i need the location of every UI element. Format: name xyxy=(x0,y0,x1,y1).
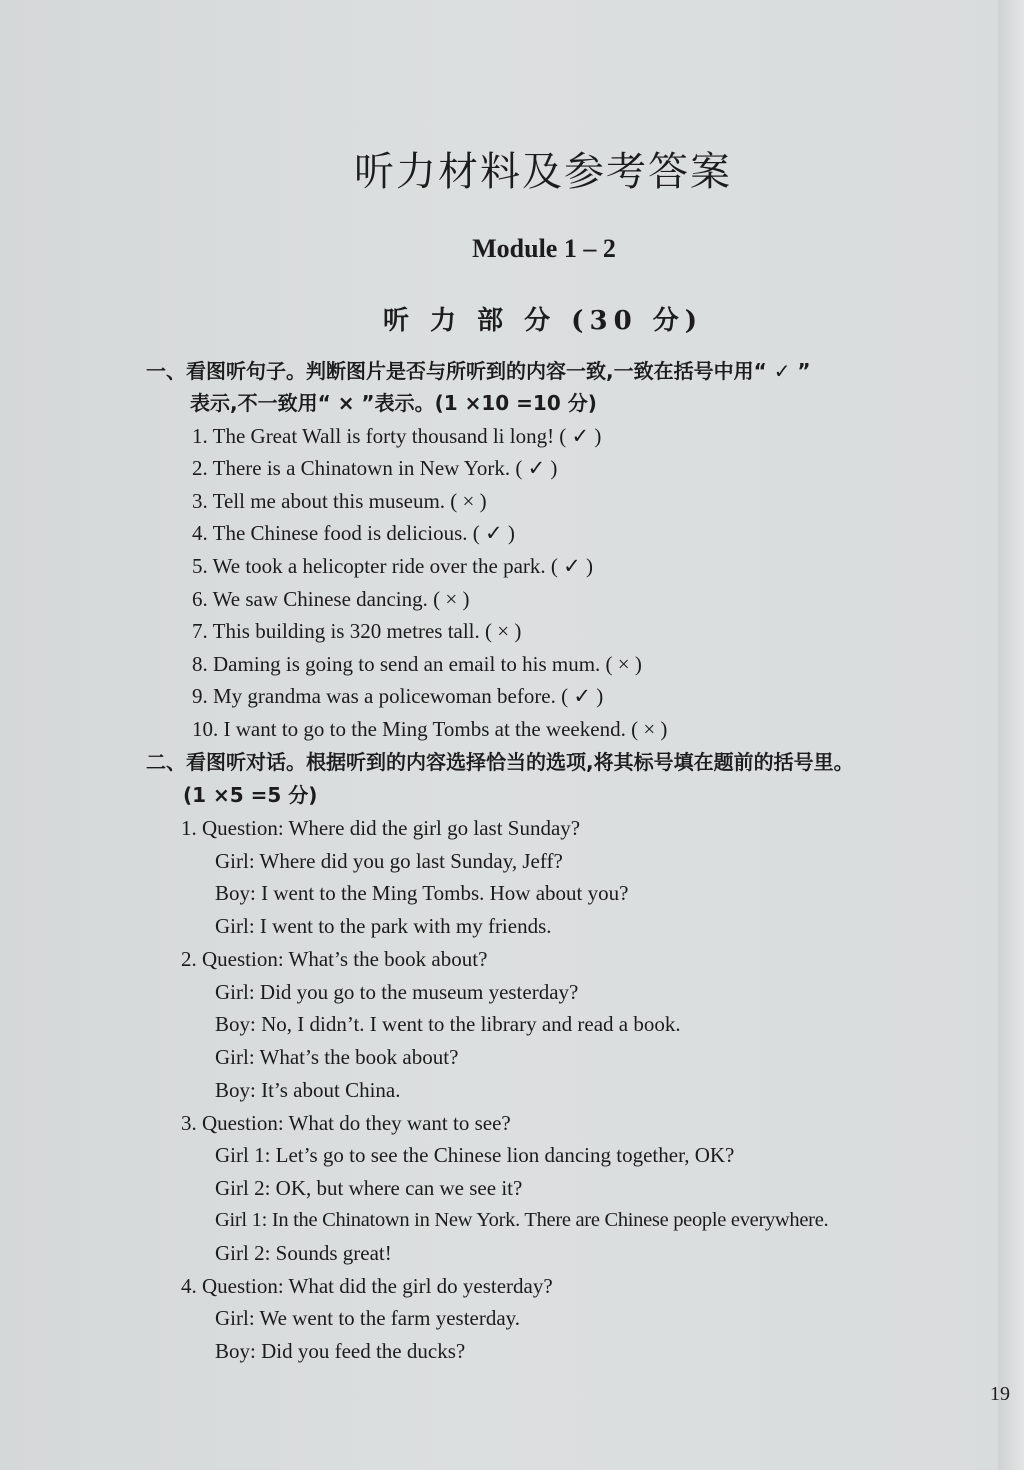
part-heading: 听 力 部 分 (30 分) xyxy=(382,306,704,336)
question-text: Question: What’s the book about? xyxy=(202,947,488,971)
dialogue-line: Girl: Where did you go last Sunday, Jeff? xyxy=(215,849,563,873)
list-item xyxy=(192,487,487,515)
item-number: 8. xyxy=(192,652,208,676)
item-text: I want to go to the Ming Tombs at the weekend. ( × ) xyxy=(223,717,668,741)
item-text: This building is 320 metres tall. ( × ) xyxy=(212,619,522,643)
item-text: Tell me about this museum. ( × ) xyxy=(212,489,487,513)
item-text: There is a Chinatown in New York. ( ✓ ) xyxy=(212,456,558,480)
question-text: Question: What did the girl do yesterday? xyxy=(202,1274,553,1298)
module-heading: Module 1 – 2 xyxy=(472,234,616,263)
list-item xyxy=(192,552,593,580)
item-number: 4. xyxy=(192,521,208,545)
item-number: 1. xyxy=(192,424,208,448)
question-line xyxy=(181,945,487,973)
section1-instruction: 一、看图听句子。判断图片是否与所听到的内容一致,一致在括号中用“ ✓ ” xyxy=(146,359,811,383)
dialogue-line: Girl 2: Sounds great! xyxy=(215,1241,392,1265)
dialogue-line: Girl: Did you go to the museum yesterday? xyxy=(215,980,579,1004)
section2-instruction-cont: (1 ×5 =5 分) xyxy=(183,783,318,807)
list-item xyxy=(192,715,667,743)
question-number: 4. xyxy=(181,1274,197,1298)
dialogue-line: Girl 2: OK, but where can we see it? xyxy=(215,1176,523,1200)
dialogue-line: Girl: What’s the book about? xyxy=(215,1045,459,1069)
question-line xyxy=(181,814,580,842)
question-number: 2. xyxy=(181,947,197,971)
question-text: Question: Where did the girl go last Sunday? xyxy=(202,816,581,840)
dialogue-line: Girl 1: In the Chinatown in New York. There are Chinese people everywhere. xyxy=(215,1209,829,1231)
list-item xyxy=(192,422,601,450)
dialogue-line: Boy: No, I didn’t. I went to the library and read a book. xyxy=(215,1012,681,1036)
item-number: 7. xyxy=(192,619,208,643)
list-item xyxy=(192,454,557,482)
item-number: 6. xyxy=(192,587,208,611)
list-item xyxy=(192,585,469,613)
dialogue-line: Boy: It’s about China. xyxy=(215,1078,401,1102)
question-text: Question: What do they want to see? xyxy=(202,1111,511,1135)
item-text: We saw Chinese dancing. ( × ) xyxy=(212,587,470,611)
section2-instruction: 二、看图听对话。根据听到的内容选择恰当的选项,将其标号填在题前的括号里。 xyxy=(146,750,854,774)
item-number: 10. xyxy=(192,717,219,741)
item-text: Daming is going to send an email to his mum. ( × ) xyxy=(213,652,642,676)
page-title: 听力材料及参考答案 xyxy=(354,149,732,195)
item-text: The Chinese food is delicious. ( ✓ ) xyxy=(212,521,515,545)
item-text: We took a helicopter ride over the park. ( ✓ ) xyxy=(212,554,593,578)
list-item xyxy=(192,650,642,678)
dialogue-line: Boy: Did you feed the ducks? xyxy=(215,1339,466,1363)
list-item xyxy=(192,617,521,645)
item-number: 3. xyxy=(192,489,208,513)
page-number: 19 xyxy=(990,1383,1010,1405)
dialogue-line: Girl 1: Let’s go to see the Chinese lion dancing together, OK? xyxy=(215,1143,735,1167)
item-number: 5. xyxy=(192,554,208,578)
item-number: 9. xyxy=(192,684,208,708)
question-line xyxy=(181,1272,553,1300)
question-line xyxy=(181,1109,511,1137)
dialogue-line: Girl: We went to the farm yesterday. xyxy=(215,1306,521,1330)
list-item xyxy=(192,519,515,547)
item-text: The Great Wall is forty thousand li long! ( ✓ ) xyxy=(212,424,602,448)
item-text: My grandma was a policewoman before. ( ✓ ) xyxy=(213,684,604,708)
question-number: 3. xyxy=(181,1111,197,1135)
list-item xyxy=(192,682,603,710)
section1-instruction-cont: 表示,不一致用“ × ”表示。(1 ×10 =10 分) xyxy=(190,391,597,415)
page-edge-shadow xyxy=(998,0,1024,1470)
item-number: 2. xyxy=(192,456,208,480)
dialogue-line: Girl: I went to the park with my friends. xyxy=(215,914,552,938)
dialogue-line: Boy: I went to the Ming Tombs. How about you? xyxy=(215,881,629,905)
question-number: 1. xyxy=(181,816,197,840)
